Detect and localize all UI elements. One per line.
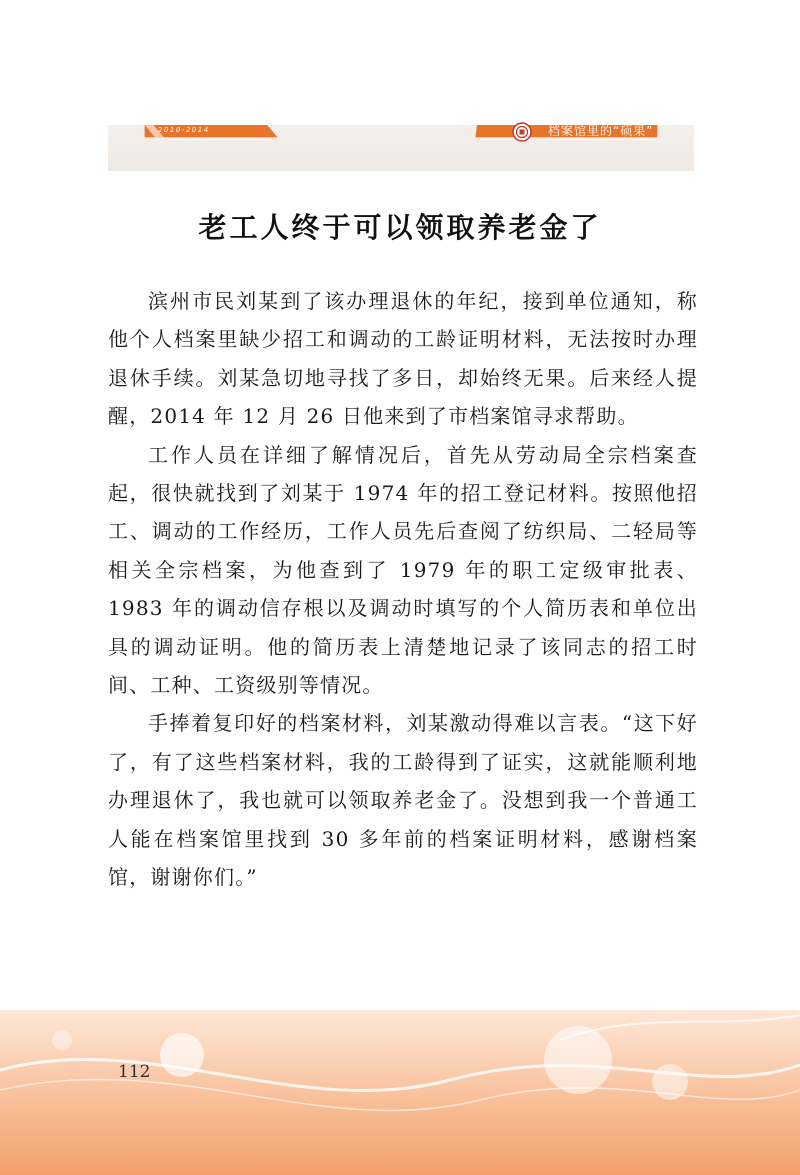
paragraph: 滨州市民刘某到了该办理退休的年纪，接到单位通知，称他个人档案里缺少招工和调动的工龄证明材料，无法按时办理退休手续。刘某急切地寻找了多日，却始终无果。后来经人提醒，2014 年 12 月 26 日他来到了市档案馆寻求帮助。 [108,289,698,429]
archive-emblem-icon [512,122,532,142]
article-body [108,282,698,897]
article-title: 老工人终于可以领取养老金了 [198,211,602,244]
header-year-range: 2010-2014 [158,126,210,134]
page-number: 112 [118,1062,151,1082]
footer-decoration [0,1010,800,1175]
paragraph: 手捧着复印好的档案材料，刘某激动得难以言表。“这下好了，有了这些档案材料，我的工龄得到了证实，这就能顺利地办理退休了，我也就可以领取养老金了。没想到我一个普通工人能在档案馆里找到 30 多年前的档案证明材料，感谢档案馆，谢谢你们。” [108,711,698,890]
header-section-title: 档案馆里的“硕果” [548,124,654,138]
paragraph: 工作人员在详细了解情况后，首先从劳动局全宗档案查起，很快就找到了刘某于 1974 年的招工登记材料。按照他招工、调动的工作经历，工作人员先后查阅了纺织局、二轻局等相关全宗档案，为他查到了 1979 年的职工定级审批表、1983 年的调动信存根以及调动时填写的个人简历表和单位出具的调动证明。他的简历表上清楚地记录了该同志的招工时间、工种、工资级别等情况。 [108,442,698,698]
